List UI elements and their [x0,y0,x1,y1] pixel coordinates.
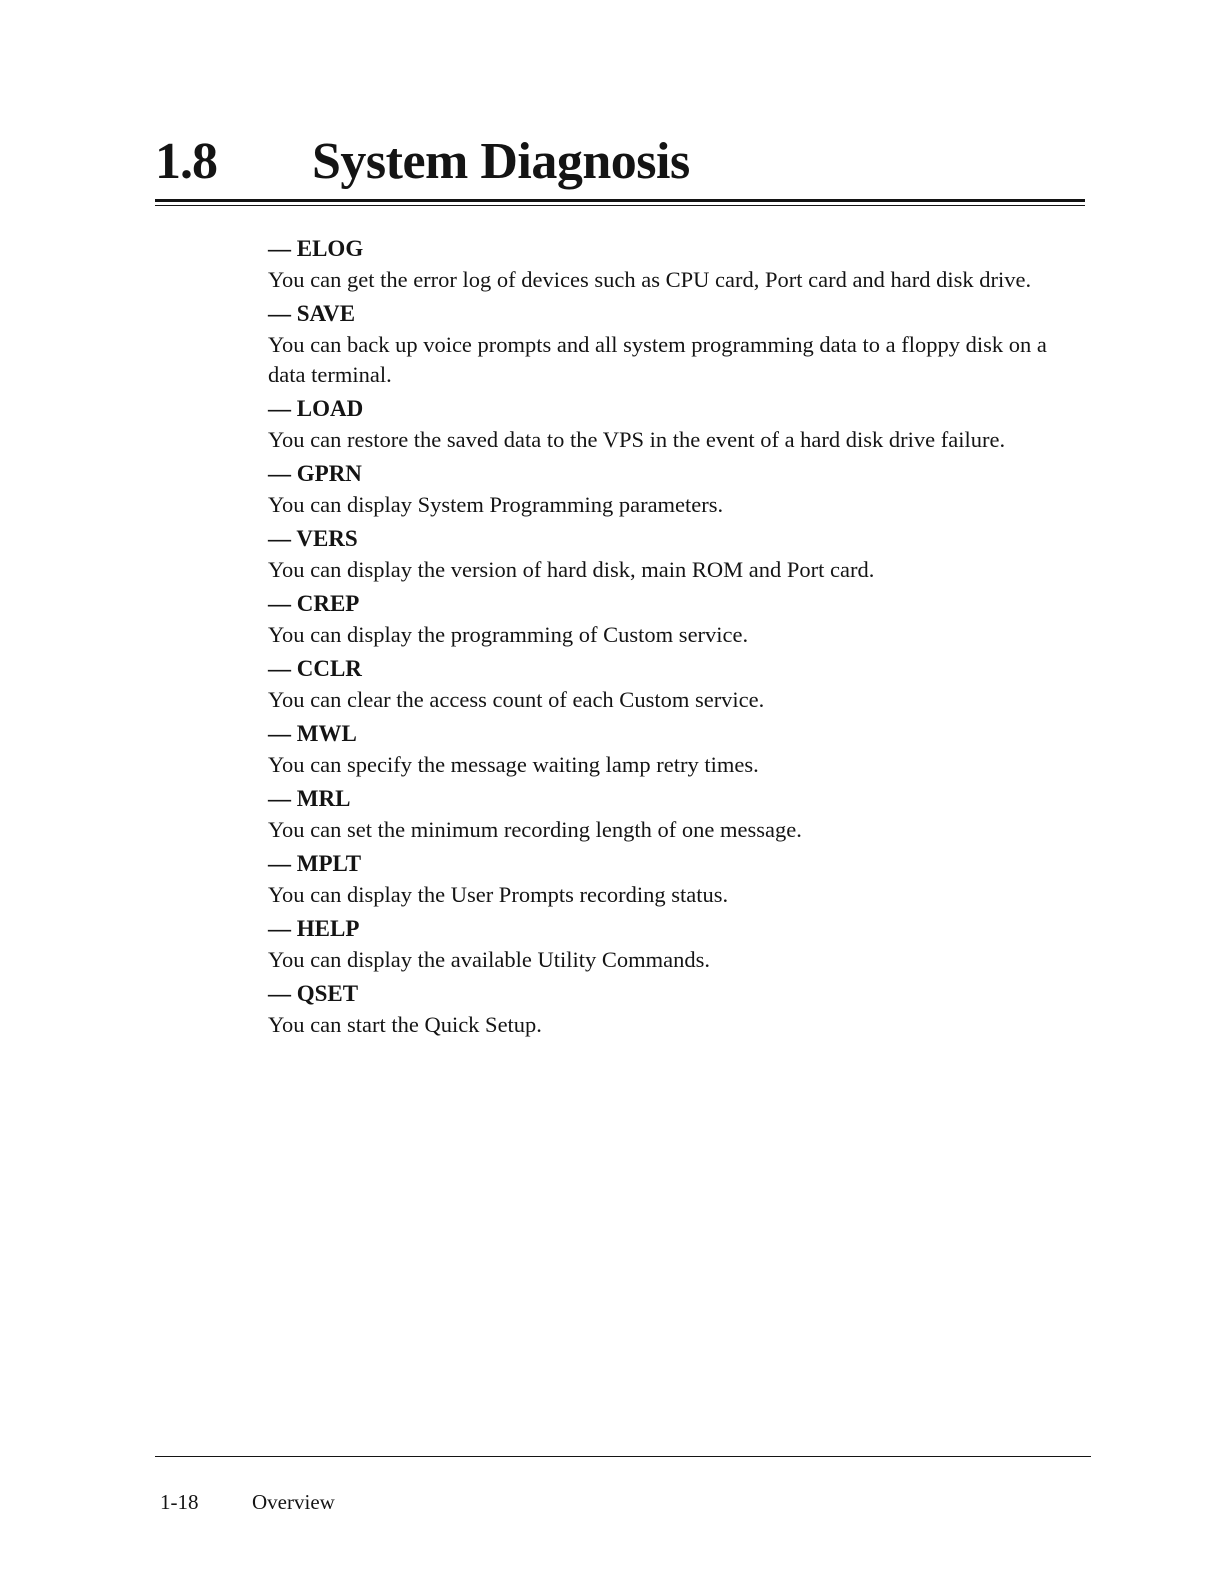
command-name: — CREP [268,591,360,616]
page-number: 1-18 [160,1490,199,1514]
command-name: — VERS [268,526,358,551]
command-description: You can display the programming of Custom service. [268,622,749,647]
command-name: — MWL [268,721,357,746]
command-description: You can set the minimum recording length of one message. [268,817,802,842]
command-item-mwl [268,718,1088,780]
command-name: — SAVE [268,301,356,326]
command-name: — LOAD [268,396,364,421]
header-rule-thick [155,199,1085,202]
command-item-mrl [268,783,1088,845]
command-name: — QSET [268,981,359,1006]
section-header [155,132,1085,192]
footer-rule [155,1456,1091,1457]
command-item-qset [268,978,1088,1040]
section-title: System Diagnosis [312,133,690,190]
command-name: — CCLR [268,656,362,681]
command-name: — GPRN [268,461,362,486]
command-item-vers [268,523,1088,585]
command-description: You can specify the message waiting lamp retry times. [268,752,759,777]
command-description: You can restore the saved data to the VPS in the event of a hard disk drive failure. [268,427,1006,452]
command-name: — ELOG [268,236,364,261]
command-description: You can display the version of hard disk, main ROM and Port card. [268,557,875,582]
command-name: — MPLT [268,851,362,876]
command-list [268,233,1088,1043]
footer-label: Overview [252,1490,335,1514]
header-rule-thin [155,205,1085,206]
command-item-cclr [268,653,1088,715]
command-item-load [268,393,1088,455]
command-description: You can clear the access count of each Custom service. [268,687,765,712]
command-item-mplt [268,848,1088,910]
command-description: You can display System Programming parameters. [268,492,724,517]
command-name: — MRL [268,786,351,811]
command-description: You can display the available Utility Commands. [268,947,711,972]
section-number: 1.8 [155,133,217,190]
command-description: You can display the User Prompts recording status. [268,882,729,907]
command-description: You can back up voice prompts and all system programming data to a floppy disk on a data terminal. [268,332,1047,387]
command-description: You can start the Quick Setup. [268,1012,542,1037]
command-item-elog [268,233,1088,295]
command-description: You can get the error log of devices such as CPU card, Port card and hard disk drive. [268,267,1032,292]
command-item-help [268,913,1088,975]
command-item-save [268,298,1088,390]
command-item-gprn [268,458,1088,520]
command-item-crep [268,588,1088,650]
command-name: — HELP [268,916,360,941]
